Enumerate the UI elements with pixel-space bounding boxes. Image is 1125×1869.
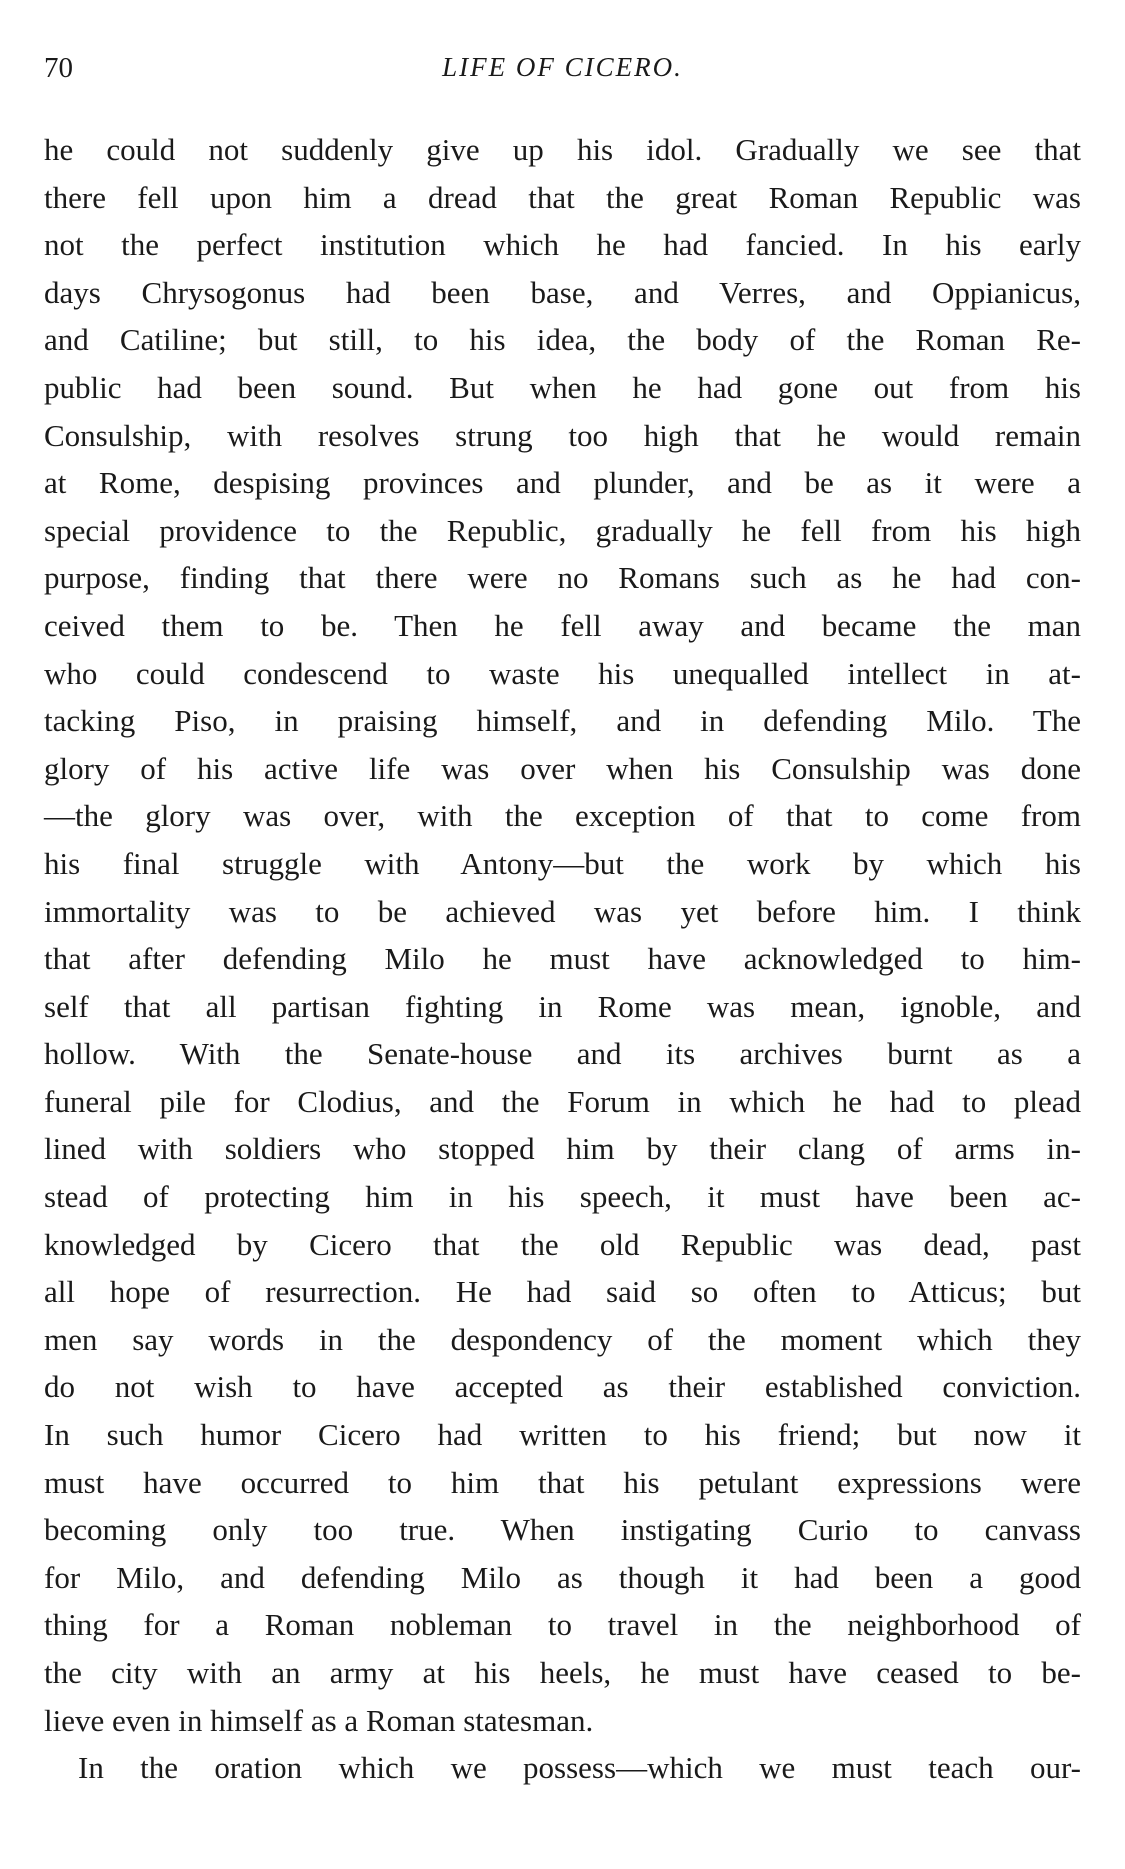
text-line: public had been sound. But when he had gone out from his — [44, 369, 1081, 405]
text-line: ceived them to be. Then he fell away and became the man — [44, 607, 1081, 643]
text-line: hollow. With the Senate-house and its archives burnt as a — [44, 1036, 1081, 1072]
paragraph-first-line: In the oration which we possess—which we must teach our- — [78, 1750, 1081, 1786]
text-line: purpose, finding that there were no Romans such as he had con- — [44, 560, 1081, 596]
text-line: lined with soldiers who stopped him by their clang of arms in- — [44, 1131, 1081, 1167]
paragraph-last-line: lieve even in himself as a Roman statesman. — [44, 1702, 594, 1738]
text-line: for Milo, and defending Milo as though it had been a good — [44, 1559, 1081, 1595]
text-line: there fell upon him a dread that the great Roman Republic was — [44, 179, 1081, 215]
text-line: do not wish to have accepted as their established conviction. — [44, 1369, 1081, 1405]
text-line: days Chrysogonus had been base, and Verres, and Oppianicus, — [44, 274, 1081, 310]
text-line: stead of protecting him in his speech, it must have been ac- — [44, 1179, 1081, 1215]
text-line: must have occurred to him that his petulant expressions were — [44, 1464, 1081, 1500]
text-line: at Rome, despising provinces and plunder, and be as it were a — [44, 465, 1081, 501]
text-line: thing for a Roman nobleman to travel in the neighborhood of — [44, 1607, 1081, 1643]
text-line: self that all partisan fighting in Rome was mean, ignoble, and — [44, 988, 1081, 1024]
text-line: becoming only too true. When instigating Curio to canvass — [44, 1512, 1081, 1548]
text-line: not the perfect institution which he had fancied. In his early — [44, 227, 1081, 263]
running-title: LIFE OF CICERO. — [442, 52, 683, 82]
text-line: —the glory was over, with the exception of that to come from — [44, 798, 1081, 834]
body-text — [44, 126, 1081, 1792]
text-line: men say words in the despondency of the moment which they — [44, 1321, 1081, 1357]
text-line: funeral pile for Clodius, and the Forum in which he had to plead — [44, 1083, 1081, 1119]
text-line: the city with an army at his heels, he must have ceased to be- — [44, 1655, 1081, 1690]
text-line: and Catiline; but still, to his idea, the body of the Roman Re- — [44, 322, 1081, 358]
page-number: 70 — [44, 52, 73, 84]
text-line: special providence to the Republic, gradually he fell from his high — [44, 512, 1081, 548]
text-line: In such humor Cicero had written to his friend; but now it — [44, 1417, 1081, 1453]
text-line: immortality was to be achieved was yet before him. I think — [44, 893, 1081, 929]
text-line: glory of his active life was over when his Consulship was done — [44, 750, 1081, 786]
text-line: Consulship, with resolves strung too high that he would remain — [44, 417, 1081, 453]
running-head — [44, 52, 1081, 92]
text-line: knowledged by Cicero that the old Republic was dead, past — [44, 1226, 1081, 1262]
text-line: he could not suddenly give up his idol. Gradually we see that — [44, 132, 1081, 167]
text-line: his final struggle with Antony—but the work by which his — [44, 845, 1081, 881]
text-line: all hope of resurrection. He had said so often to Atticus; but — [44, 1274, 1081, 1310]
text-line: tacking Piso, in praising himself, and in defending Milo. The — [44, 703, 1081, 739]
text-line: that after defending Milo he must have acknowledged to him- — [44, 941, 1081, 977]
text-line: who could condescend to waste his unequalled intellect in at- — [44, 655, 1081, 691]
